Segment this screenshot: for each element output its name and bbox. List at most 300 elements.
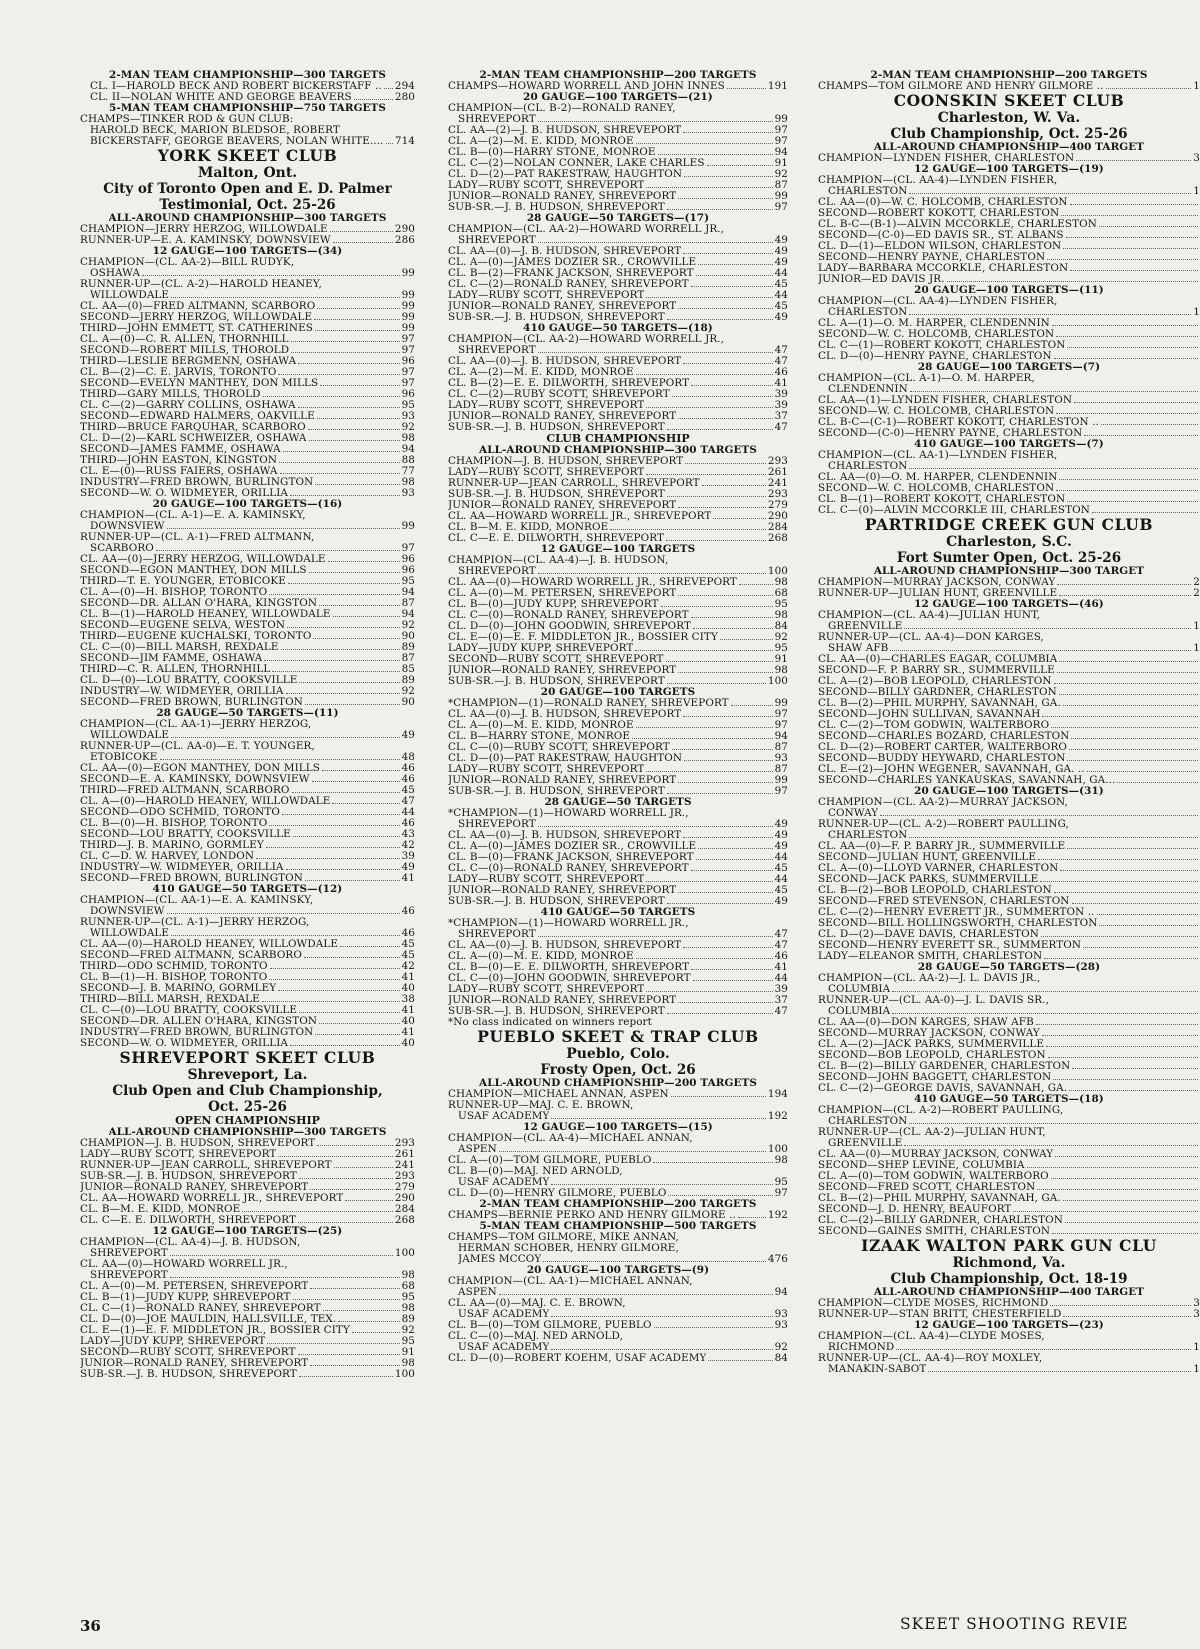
event-title: Oct. 25-26 (208, 1099, 287, 1115)
dot-leader (610, 529, 766, 530)
result-score: 192 (767, 1111, 788, 1122)
result-score: 40 (401, 1038, 415, 1049)
dot-leader (702, 485, 766, 486)
result-name: CL. AA—(0)—EGON MANTHEY, DON MILLS (80, 763, 321, 774)
result-line (80, 686, 415, 697)
result-line (80, 642, 415, 653)
result-name: CL. C—(0)—BILL MARSH, REXDALE (80, 642, 279, 653)
result-name: SECOND—JACK PARKS, SUMMERVILLE (818, 874, 1039, 885)
result-line (80, 1182, 415, 1193)
result-line (80, 631, 415, 642)
result-line (448, 720, 788, 731)
result-score: 46 (401, 763, 415, 774)
result-name: CL. E—(0)—E. F. MIDDLETON JR., BOSSIER CITY (448, 632, 718, 643)
result-line (448, 830, 788, 841)
result-line (448, 147, 788, 158)
dot-leader (269, 594, 399, 595)
result-line (80, 323, 415, 334)
result-name: CL. A—(0)—TOM GILMORE, PUEBLO (448, 1155, 652, 1166)
result-name: CL. C—(2)—GEORGE DAVIS, SAVANNAH, GA. (818, 1083, 1068, 1094)
result-name: SECOND—E. A. KAMINSKY, DOWNSVIEW (80, 774, 310, 785)
dot-leader (384, 88, 393, 89)
dot-leader (156, 550, 400, 551)
result-score: 47 (774, 929, 788, 940)
result-line (448, 940, 788, 951)
result-name: THIRD—LESLIE BERGMENN, OSHAWA (80, 356, 297, 367)
gauge-heading (448, 323, 788, 334)
result-line (448, 1006, 788, 1017)
result-line (80, 1358, 415, 1369)
dot-leader (667, 429, 773, 430)
dot-leader (1051, 1178, 1198, 1179)
event-title: Testimonial, Oct. 25-26 (159, 197, 336, 213)
result-line (818, 852, 1200, 863)
dot-leader (904, 628, 1191, 629)
dot-leader (1056, 490, 1198, 491)
gauge-heading (448, 544, 788, 555)
heading-text: ALL-AROUND CHAMPIONSHIP—400 TARGET (873, 1287, 1145, 1298)
result-line (448, 555, 788, 566)
result-line (818, 1215, 1200, 1226)
result-name: RUNNER-UP—(CL. A-1)—FRED ALTMANN, (80, 532, 315, 543)
result-name: CL. A—(0)—M. PETERSEN, SHREVEPORT (448, 588, 677, 599)
dot-leader (298, 1354, 400, 1355)
dot-leader (309, 572, 400, 573)
heading-text: 2-MAN TEAM CHAMPIONSHIP—300 TARGETS (108, 70, 386, 81)
result-name: SHREVEPORT (458, 235, 536, 246)
result-line (80, 950, 415, 961)
result-score: 280 (394, 92, 415, 103)
result-name: RUNNER-UP—MAJ. C. E. BROWN, (448, 1100, 634, 1111)
dot-leader (646, 881, 772, 882)
result-line (818, 395, 1200, 406)
result-line (80, 576, 415, 587)
result-score: 94 (774, 731, 788, 742)
result-name: CL. AA—(0)—J. B. HUDSON, SHREVEPORT (448, 940, 682, 951)
dot-leader (338, 1321, 399, 1322)
result-score: 98 (401, 1270, 415, 1281)
result-line (818, 731, 1200, 742)
result-name: CL. D—(0)—PAT RAKESTRAW, HAUGHTON (448, 753, 683, 764)
dot-leader (661, 606, 773, 607)
result-score: 49 (401, 730, 415, 741)
result-line (448, 621, 788, 632)
result-name: HAROLD BECK, MARION BLEDSOE, ROBERT (90, 125, 340, 136)
dot-leader (667, 1013, 773, 1014)
result-line (818, 819, 1200, 830)
gauge-heading (80, 1226, 415, 1237)
result-line (80, 1347, 415, 1358)
result-name: SECOND—JAMES FAMME, OSHAWA (80, 444, 281, 455)
result-line (80, 763, 415, 774)
dot-leader (1063, 1316, 1191, 1317)
dot-leader (352, 1332, 400, 1333)
result-name: SECOND—DR. ALLAN O'HARA, KINGSTON (80, 598, 318, 609)
result-line (448, 764, 788, 775)
club-name: IZAAK WALTON PARK GUN CLU (861, 1237, 1157, 1255)
result-line (448, 467, 788, 478)
result-name: CHAMPION—(CL. A-1)—E. A. KAMINSKY, (80, 510, 306, 521)
result-name: CL. B—(1)—ROBERT KOKOTT, CHARLESTON (818, 494, 1066, 505)
result-line (448, 533, 788, 544)
result-name: SECOND—EDWARD HALMERS, OAKVILLE (80, 411, 315, 422)
event-heading (80, 70, 415, 81)
dot-leader (666, 661, 773, 662)
result-line (818, 153, 1200, 164)
dot-leader (315, 484, 399, 485)
result-line (448, 422, 788, 433)
result-name: SECOND—FRED BROWN, BURLINGTON (80, 697, 303, 708)
dot-leader (698, 264, 772, 265)
result-score: 87 (401, 653, 415, 664)
result-line (448, 731, 788, 742)
club-location: Charleston, S.C. (946, 534, 1072, 550)
result-line (448, 1309, 788, 1320)
result-name: CL. AA—(0)—JERRY HERZOG, WILLOWDALE (80, 554, 326, 565)
dot-leader (286, 869, 400, 870)
dot-leader (278, 990, 399, 991)
result-name: CL. C—D. W. HARVEY, LONDON (80, 851, 255, 862)
result-name: CL. A—(0)—H. BISHOP, TORONTO (80, 587, 268, 598)
result-line (818, 373, 1200, 384)
dot-leader (538, 242, 773, 243)
result-name: CHAMPION—LYNDEN FISHER, CHARLESTON (818, 153, 1075, 164)
result-line (80, 873, 415, 884)
result-line (818, 1127, 1200, 1138)
result-name: RUNNER-UP—(CL. AA-0)—E. T. YOUNGER, (80, 741, 315, 752)
result-name: SECOND—MURRAY JACKSON, CONWAY (818, 1028, 1040, 1039)
result-line (80, 477, 415, 488)
result-name: CHAMPION—(CL. AA-1)—MICHAEL ANNAN, (448, 1276, 693, 1287)
result-name: SECOND—ROBERT MILLS, THOROLD (80, 345, 290, 356)
result-line (80, 1325, 415, 1336)
result-name: SCARBORO (90, 543, 154, 554)
result-name: CL. AA—(0)—J. B. HUDSON, SHREVEPORT (448, 830, 682, 841)
result-name: WILLOWDALE (90, 290, 170, 301)
result-name: CL. A—(0)—TOM GODWIN, WALTERBORO (818, 1171, 1049, 1182)
result-line (80, 587, 415, 598)
event-heading (80, 103, 415, 114)
result-line (80, 741, 415, 752)
result-name: CL. C—(2)—BILLY GARDNER, CHARLESTON (818, 1215, 1063, 1226)
result-line (80, 1138, 415, 1149)
dot-leader (278, 1156, 393, 1157)
result-score: 97 (774, 202, 788, 213)
result-line (818, 1353, 1200, 1364)
result-line (818, 1204, 1200, 1215)
result-name: JUNIOR—RONALD RANEY, SHREVEPORT (448, 665, 677, 676)
dot-leader (1067, 501, 1198, 502)
result-line (80, 1259, 415, 1270)
result-score: 45 (774, 885, 788, 896)
result-name: CL. B—(0)—HARRY STONE, MONROE (448, 147, 656, 158)
dot-leader (256, 858, 399, 859)
club-name: YORK SKEET CLUB (157, 147, 338, 165)
result-score: 94 (401, 587, 415, 598)
heading-text: ALL-AROUND CHAMPIONSHIP—300 TARGETS (479, 445, 757, 456)
dot-leader (308, 429, 400, 430)
heading-text: ALL-AROUND CHAMPIONSHIP—300 TARGETS (108, 213, 387, 224)
heading-text: 28 GAUGE—50 TARGETS (544, 797, 692, 808)
result-score: 1 (1193, 643, 1200, 654)
result-name: USAF ACADEMY (458, 1342, 550, 1353)
dot-leader (299, 1178, 393, 1179)
result-score: 97 (774, 136, 788, 147)
result-name: LADY—RUBY SCOTT, SHREVEPORT (448, 467, 645, 478)
heading-text: 2-MAN TEAM CHAMPIONSHIP—200 TARGETS (870, 70, 1148, 81)
result-name: SECOND—FRED STEVENSON, CHARLESTON (818, 896, 1070, 907)
result-score: 48 (401, 752, 415, 763)
result-name: CL. E—(0)—RUSS FAIERS, OSHAWA (80, 466, 278, 477)
dot-leader (1084, 435, 1198, 436)
result-score: 99 (401, 301, 415, 312)
result-name: SECOND—W. C. HOLCOMB, CHARLESTON (818, 329, 1055, 340)
result-score: 97 (401, 334, 415, 345)
result-score: 87 (401, 598, 415, 609)
heading-text: 20 GAUGE—100 TARGETS—(11) (914, 285, 1104, 296)
result-name: CL. B—M. E. KIDD, MONROE (448, 522, 609, 533)
result-name: CL. B—(2)—E. E. DILWORTH, SHREVEPORT (448, 378, 690, 389)
result-name: CHAMPION—CLYDE MOSES, RICHMOND (818, 1298, 1049, 1309)
result-score: 43 (401, 829, 415, 840)
result-score: 44 (774, 268, 788, 279)
result-name: CL. I—HAROLD BECK AND ROBERT BICKERSTAFF .. (90, 81, 382, 92)
result-score: 1 (1193, 1364, 1200, 1375)
result-score: 41 (401, 1005, 415, 1016)
club-name: PUEBLO SKEET & TRAP CLUB (477, 1028, 759, 1046)
result-name: CHAMPS—TOM GILMORE, MIKE ANNAN, (448, 1232, 679, 1243)
result-name: THIRD—BILL MARSH, REXDALE (80, 994, 260, 1005)
dot-leader (270, 968, 400, 969)
dot-leader (678, 672, 772, 673)
result-line (818, 896, 1200, 907)
result-line (818, 676, 1200, 687)
result-name: CHARLESTON (828, 830, 908, 841)
result-name: CL. AA—(2)—J. B. HUDSON, SHREVEPORT (448, 125, 682, 136)
result-name: WILLOWDALE (90, 730, 170, 741)
dot-leader (667, 496, 766, 497)
dot-leader (499, 1151, 766, 1152)
result-name: SECOND—(C-0)—HENRY PAYNE, CHARLESTON (818, 428, 1083, 439)
result-line (448, 202, 788, 213)
result-line (80, 466, 415, 477)
result-name: CL. E—(1)—E. F. MIDDLETON JR., BOSSIER CITY (80, 1325, 350, 1336)
result-line (80, 400, 415, 411)
result-name: SUB-SR.—J. B. HUDSON, SHREVEPORT (448, 896, 665, 907)
result-line (448, 1133, 788, 1144)
dot-leader (290, 495, 400, 496)
dot-leader (671, 1096, 766, 1097)
result-line (818, 208, 1200, 219)
result-name: CL. B—(2)—BOB LEOPOLD, CHARLESTON (818, 885, 1052, 896)
gauge-heading (80, 499, 415, 510)
result-line (448, 1111, 788, 1122)
dot-leader (310, 1288, 399, 1289)
gauge-heading (448, 797, 788, 808)
dot-leader (298, 363, 399, 364)
result-name: CL. C—(2)—RONALD RANEY, SHREVEPORT (448, 279, 689, 290)
heading-text: 410 GAUGE—100 TARGETS—(7) (914, 439, 1104, 450)
result-name: ETOBICOKE (90, 752, 158, 763)
result-name: LADY—RUBY SCOTT, SHREVEPORT (448, 874, 645, 885)
result-score: 290 (767, 511, 788, 522)
dot-leader (1055, 1156, 1198, 1157)
result-line (818, 1039, 1200, 1050)
event-section: OPEN CHAMPIONSHIP (175, 1115, 320, 1127)
result-line (818, 577, 1200, 588)
result-name: RUNNER-UP—(CL. A-2)—ROBERT PAULLING, (818, 819, 1069, 830)
result-line (818, 1298, 1200, 1309)
dot-leader (667, 209, 773, 210)
result-score: 95 (774, 1177, 788, 1188)
dot-leader (310, 1365, 399, 1366)
dot-leader (170, 1255, 393, 1256)
result-name: SECOND—RUBY SCOTT, SHREVEPORT (80, 1347, 296, 1358)
result-line (80, 1237, 415, 1248)
result-name: CL. C—(0)—RUBY SCOTT, SHREVEPORT (448, 742, 670, 753)
result-score: 93 (401, 411, 415, 422)
dot-leader (693, 980, 773, 981)
dot-leader (293, 1299, 400, 1300)
result-name: SUB-SR.—J. B. HUDSON, SHREVEPORT (448, 422, 665, 433)
result-line (818, 505, 1200, 516)
result-name: SECOND—EUGENE SELVA, WESTON (80, 620, 286, 631)
result-name: RUNNER-UP—(CL. AA-2)—JULIAN HUNT, (818, 1127, 1046, 1138)
result-name: CHAMPION—(CL. AA-2)—MURRAY JACKSON, (818, 797, 1068, 808)
result-name: CL. A—(0)—LLOYD VARNER, CHARLESTON (818, 863, 1059, 874)
result-name: SECOND—GAINES SMITH, CHARLESTON (818, 1226, 1051, 1237)
dot-leader (896, 1349, 1191, 1350)
result-score: 39 (774, 400, 788, 411)
result-line (80, 565, 415, 576)
result-name: SUB-SR.—J. B. HUDSON, SHREVEPORT (80, 1369, 297, 1380)
result-name: CL. AA—(0)—W. C. HOLCOMB, CHARLESTON (818, 197, 1068, 208)
result-score: 98 (774, 577, 788, 588)
dot-leader (242, 1211, 393, 1212)
result-name: SECOND—J. D. HENRY, BEAUFORT (818, 1204, 1012, 1215)
result-name: LADY—RUBY SCOTT, SHREVEPORT (448, 400, 645, 411)
result-name: SECOND—JOHN SULLIVAN, SAVANNAH (818, 709, 1041, 720)
heading-text: 12 GAUGE—100 TARGETS—(34) (152, 246, 343, 257)
result-line (818, 175, 1200, 186)
heading-text: ALL-AROUND CHAMPIONSHIP—400 TARGET (873, 142, 1145, 153)
result-name: CHAMPION—(CL. A-1)—O. M. HARPER, (818, 373, 1035, 384)
dot-leader (696, 859, 773, 860)
event-title: Club Championship, Oct. 18-19 (890, 1271, 1128, 1287)
result-score: 44 (774, 874, 788, 885)
result-line (818, 483, 1200, 494)
result-name: INDUSTRY—W. WIDMEYER, ORILLIA (80, 862, 284, 873)
result-line (80, 422, 415, 433)
result-name: RUNNER-UP—(CL. A-1)—JERRY HERZOG, (80, 917, 310, 928)
result-score: 714 (394, 136, 415, 147)
result-score: 293 (767, 456, 788, 467)
result-name: RUNNER-UP—(CL. AA-4)—ROY MOXLEY, (818, 1353, 1043, 1364)
result-name: CL. B-C—(B-1)—ALVIN MCCORKLE, CHARLESTON (818, 219, 1097, 230)
dot-leader (288, 583, 400, 584)
result-line (448, 632, 788, 643)
result-score: 97 (774, 709, 788, 720)
result-name: SECOND—CHARLES BOZARD, CHARLESTON (818, 731, 1070, 742)
result-score: 194 (767, 1089, 788, 1100)
result-score: 293 (767, 489, 788, 500)
dot-leader (328, 561, 400, 562)
result-name: JUNIOR—RONALD RANEY, SHREVEPORT (448, 191, 677, 202)
result-name: CL. D—(0)—HENRY PAYNE, CHARLESTON (818, 351, 1052, 362)
result-line (818, 841, 1200, 852)
result-line (448, 400, 788, 411)
result-line (448, 1144, 788, 1155)
result-name: CL. C—(1)—RONALD RANEY, SHREVEPORT (80, 1303, 321, 1314)
dot-leader (658, 154, 773, 155)
result-score: 39 (774, 984, 788, 995)
result-line (448, 235, 788, 246)
result-line (448, 290, 788, 301)
dot-leader (332, 803, 399, 804)
result-name: CL. AA—HOWARD WORRELL JR., SHREVEPORT (80, 1193, 344, 1204)
result-line (818, 274, 1200, 285)
result-name: RUNNER-UP—JULIAN HUNT, GREENVILLE (818, 588, 1058, 599)
result-name: CHARLESTON (828, 461, 908, 472)
result-name: CL. C—(1)—ROBERT KOKOTT, CHARLESTON (818, 340, 1066, 351)
result-name: JUNIOR—RONALD RANEY, SHREVEPORT (448, 411, 677, 422)
dot-leader (333, 616, 400, 617)
result-line (448, 180, 788, 191)
result-score: 98 (401, 1358, 415, 1369)
dot-leader (298, 407, 400, 408)
result-line (448, 1254, 788, 1265)
gauge-heading (818, 599, 1200, 610)
club-name: PARTRIDGE CREEK GUN CLUB (864, 516, 1154, 534)
result-score: 87 (774, 764, 788, 775)
dot-leader (691, 617, 773, 618)
dot-leader (1071, 738, 1198, 739)
result-score: 46 (401, 818, 415, 829)
result-line (80, 928, 415, 939)
event-title: City of Toronto Open and E. D. Palmer (103, 181, 392, 197)
result-line (80, 224, 415, 235)
result-name: SHREVEPORT (458, 929, 536, 940)
result-score: 268 (767, 533, 788, 544)
result-line (80, 136, 415, 147)
result-score: 279 (394, 1182, 415, 1193)
result-score: 84 (774, 621, 788, 632)
result-score: 47 (774, 422, 788, 433)
result-name: SUB-SR.—J. B. HUDSON, SHREVEPORT (448, 312, 665, 323)
dot-leader (551, 1118, 765, 1119)
result-score: 92 (401, 422, 415, 433)
result-line (80, 367, 415, 378)
dot-leader (551, 1184, 772, 1185)
gauge-heading (818, 285, 1200, 296)
result-score: 41 (401, 873, 415, 884)
dot-leader (1063, 705, 1198, 706)
dot-leader (646, 407, 772, 408)
result-line (818, 1342, 1200, 1353)
result-line (448, 1188, 788, 1199)
dot-leader (167, 528, 400, 529)
result-name: CL. AA—(0)—J. B. HUDSON, SHREVEPORT (448, 709, 682, 720)
result-score: 39 (774, 389, 788, 400)
dot-leader (1087, 771, 1198, 772)
result-line (448, 345, 788, 356)
result-score: 93 (774, 1320, 788, 1331)
result-line (448, 775, 788, 786)
dot-leader (909, 837, 1198, 838)
result-line (80, 1369, 415, 1380)
result-score: 91 (774, 654, 788, 665)
dot-leader (317, 308, 399, 309)
